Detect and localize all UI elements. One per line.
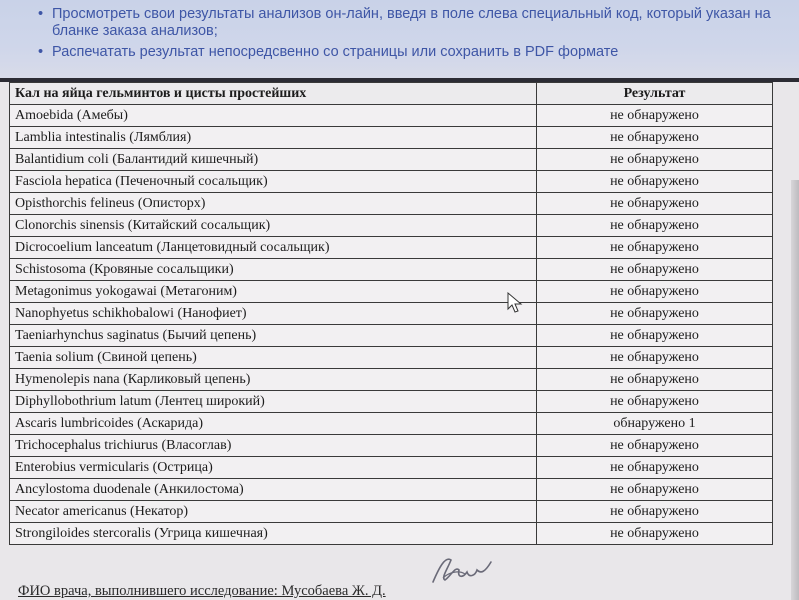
table-row	[10, 501, 773, 523]
result-cell: не обнаружено	[537, 149, 773, 171]
signature-icon	[425, 548, 495, 588]
table-row	[10, 457, 773, 479]
test-name-cell: Taeniarhynchus saginatus (Бычий цепень)	[10, 325, 537, 347]
table-row	[10, 347, 773, 369]
test-name-cell: Dicrocoelium lanceatum (Ланцетовидный сосальщик)	[10, 237, 537, 259]
table-row	[10, 303, 773, 325]
doctor-name-label: ФИО врача, выполнившего исследование: Мусобаева Ж. Д.	[18, 583, 386, 599]
test-name-cell: Balantidium coli (Балантидий кишечный)	[10, 149, 537, 171]
table-row	[10, 149, 773, 171]
result-cell: не обнаружено	[537, 369, 773, 391]
instructions-list	[0, 0, 799, 61]
table-row	[10, 413, 773, 435]
table-row	[10, 325, 773, 347]
table-row	[10, 281, 773, 303]
result-cell: не обнаружено	[537, 457, 773, 479]
results-table	[9, 82, 773, 545]
test-name-cell: Trichocephalus trichiurus (Власоглав)	[10, 435, 537, 457]
table-row	[10, 215, 773, 237]
result-cell: не обнаружено	[537, 193, 773, 215]
mouse-cursor-icon	[507, 292, 523, 314]
table-row	[10, 171, 773, 193]
test-name-cell: Necator americanus (Некатор)	[10, 501, 537, 523]
result-cell: обнаружено 1	[537, 413, 773, 435]
test-name-cell: Fasciola hepatica (Печеночный сосальщик)	[10, 171, 537, 193]
test-name-cell: Lamblia intestinalis (Лямблия)	[10, 127, 537, 149]
result-cell: не обнаружено	[537, 215, 773, 237]
table-row	[10, 259, 773, 281]
result-cell: не обнаружено	[537, 105, 773, 127]
header-test-name: Кал на яйца гельминтов и цисты простейших	[10, 83, 537, 105]
test-name-cell: Amoebida (Амебы)	[10, 105, 537, 127]
table-row	[10, 105, 773, 127]
test-name-cell: Hymenolepis nana (Карликовый цепень)	[10, 369, 537, 391]
table-row	[10, 435, 773, 457]
result-cell: не обнаружено	[537, 171, 773, 193]
result-cell: не обнаружено	[537, 259, 773, 281]
result-cell: не обнаружено	[537, 523, 773, 545]
result-cell: не обнаружено	[537, 127, 773, 149]
result-cell: не обнаружено	[537, 347, 773, 369]
table-row	[10, 391, 773, 413]
test-name-cell: Ancylostoma duodenale (Анкилостома)	[10, 479, 537, 501]
test-name-cell: Metagonimus yokogawai (Метагоним)	[10, 281, 537, 303]
table-row	[10, 193, 773, 215]
test-name-cell: Clonorchis sinensis (Китайский сосальщик)	[10, 215, 537, 237]
test-name-cell: Taenia solium (Свиной цепень)	[10, 347, 537, 369]
test-name-cell: Enterobius vermicularis (Острица)	[10, 457, 537, 479]
table-row	[10, 523, 773, 545]
test-name-cell: Strongiloides stercoralis (Угрица кишечная)	[10, 523, 537, 545]
table-row	[10, 237, 773, 259]
test-name-cell: Diphyllobothrium latum (Лентец широкий)	[10, 391, 537, 413]
result-cell: не обнаружено	[537, 479, 773, 501]
instructions-banner	[0, 0, 799, 78]
test-name-cell: Nanophyetus schikhobalowi (Нанофиет)	[10, 303, 537, 325]
instruction-view-online: • Просмотреть свои результаты анализов он-лайн, введя в поле слева специальный код, который указан на бланке заказа анализов;	[52, 6, 799, 40]
table-row	[10, 369, 773, 391]
result-cell: не обнаружено	[537, 303, 773, 325]
header-result: Результат	[537, 83, 773, 105]
test-name-cell: Opisthorchis felineus (Описторх)	[10, 193, 537, 215]
result-cell: не обнаружено	[537, 237, 773, 259]
result-cell: не обнаружено	[537, 391, 773, 413]
table-row	[10, 479, 773, 501]
screen-edge	[791, 180, 799, 600]
result-cell: не обнаружено	[537, 325, 773, 347]
result-cell: не обнаружено	[537, 501, 773, 523]
test-name-cell: Schistosoma (Кровяные сосальщики)	[10, 259, 537, 281]
result-cell: не обнаружено	[537, 435, 773, 457]
instruction-print-pdf: • Распечатать результат непосредсвенно со страницы или сохранить в PDF формате	[52, 44, 799, 61]
result-cell: не обнаружено	[537, 281, 773, 303]
test-name-cell: Ascaris lumbricoides (Аскарида)	[10, 413, 537, 435]
table-header-row	[10, 83, 773, 105]
table-row	[10, 127, 773, 149]
